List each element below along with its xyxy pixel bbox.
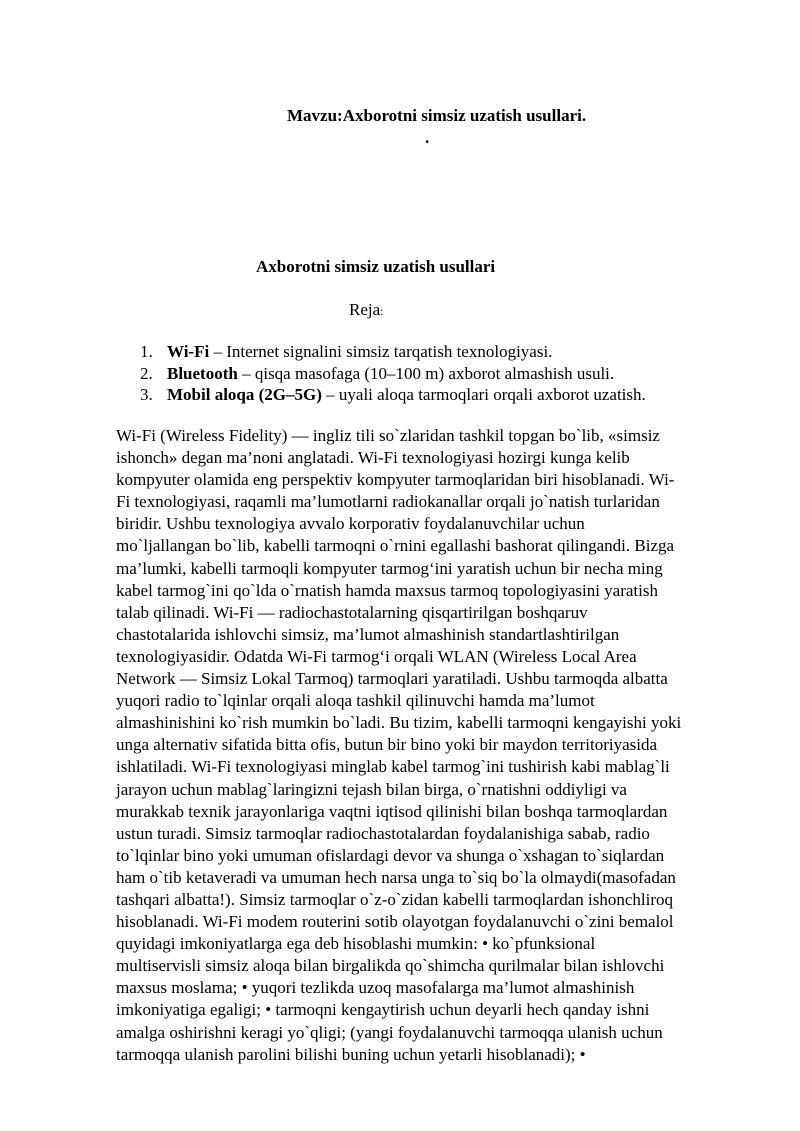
body-line: Network — Simsiz Lokal Tarmoq) tarmoqlari yaratiladi. Ushbu tarmoqda albatta <box>116 669 668 689</box>
body-line: mo`ljallangan bo`lib, kabelli tarmoqni o`rnini egallashi bashorat qilingandi. Bizga <box>116 536 675 556</box>
plan-item-number: 3. <box>140 385 153 404</box>
plan-item-number: 2. <box>140 363 153 383</box>
body-line: murakkab texnik jarayonlariga vaqtni iqtisod qilinishi bilan boshqa tarmoqlardan <box>116 801 668 821</box>
plan-label-text: Reja <box>349 300 381 319</box>
body-line: chastotalarida ishlovchi simsiz, ma’lumot almashinish standartlashtirilgan <box>116 624 620 644</box>
body-line: ishonch» degan ma’noni anglatadi. Wi-Fi texnologiyasi hozirgi kunga kelib <box>116 448 630 468</box>
plan-item-description: – qisqa masofaga (10–100 m) axborot almashish usuli. <box>237 363 615 383</box>
plan-item <box>140 341 646 363</box>
body-line: Wi-Fi (Wireless Fidelity) — ingliz tili so`zlaridan tashkil topgan bo`lib, «simsiz <box>116 426 660 445</box>
body-line: talab qilinadi. Wi-Fi — radiochastotalarning qisqartirilgan boshqaruv <box>116 602 588 622</box>
plan-item <box>140 363 646 385</box>
body-line: ishlatiladi. Wi-Fi texnologiyasi minglab kabel tarmog`ini tushirish kabi mablag`li <box>116 757 670 777</box>
body-line: multiservisli simsiz aloqa bilan birgalikda qo`shimcha qurilmalar bilan ishlovchi <box>116 956 665 976</box>
body-line: kabel tarmog`ini qo`lda o`rnatish hamda maxsus tarmoq topologiyasini yaratish <box>116 580 658 600</box>
body-line: unga alternativ sifatida bitta ofis, butun bir bino yoki bir maydon territoriyasida <box>116 735 658 755</box>
plan-item-description: – Internet signalini simsiz tarqatish texnologiyasi. <box>209 342 553 361</box>
topic-dot: . <box>425 128 430 147</box>
body-line: tashqari albatta!). Simsiz tarmoqlar o`z-o`zidan kabelli tarmoqlardan ishonchliroq <box>116 889 674 909</box>
body-line: to`lqinlar bino yoki umuman ofislardagi devor va shunga o`xshagan to`siqlardan <box>116 845 665 865</box>
body-line: Fi texnologiyasi, raqamli ma’lumotlarni radiokanallar orqali jo`natish turlaridan <box>116 492 660 512</box>
body-line: yuqori radio to`lqinlar orqali aloqa tashkil qilinuvchi hamda ma’lumot <box>116 691 595 711</box>
plan-label-colon: : <box>380 304 384 318</box>
body-line: amalga oshirishni keragi yo`qligi; (yangi foydalanuvchi tarmoqqa ulanish uchun <box>116 1022 663 1042</box>
plan-item-term: Mobil aloqa (2G–5G) <box>167 385 322 404</box>
body-line: almashinishini ko`rish mumkin bo`ladi. Bu tizim, kabelli tarmoqni kengayishi yoki <box>116 713 682 733</box>
body-line: maxsus moslama; • yuqori tezlikda uzoq masofalarga ma’lumot almashinish <box>116 978 635 998</box>
body-line: tarmoqqa ulanish parolini bilishi buning uchun yetarli hisoblanadi); • <box>116 1044 586 1064</box>
plan-label <box>349 300 384 320</box>
body-paragraph <box>116 425 746 1066</box>
plan-item-term: Wi-Fi <box>167 342 210 361</box>
body-line: jarayon uchun mablag`laringizni tejash bilan birga, o`rnatishni oddiyligi va <box>116 779 627 799</box>
body-line: ustun turadi. Simsiz tarmoqlar radiochastotalardan foydalanishiga sabab, radio <box>116 823 650 843</box>
plan-item-description: – uyali aloqa tarmoqlari orqali axborot uzatish. <box>321 385 646 404</box>
body-line: kompyuter olamida eng perspektiv kompyuter tarmoqlaridan biri hisoblanadi. Wi- <box>116 470 675 490</box>
body-line: ham o`tib ketaveradi va umuman hech narsa unga to`siq bo`la olmaydi(masofadan <box>116 867 676 887</box>
body-line: ma’lumki, kabelli tarmoqli kompyuter tarmog‘ini yaratish uchun bir necha ming <box>116 558 663 578</box>
plan-list <box>140 341 646 406</box>
plan-item-term: Bluetooth <box>167 363 238 383</box>
body-line: texnologiyasidir. Odatda Wi-Fi tarmog‘i orqali WLAN (Wireless Local Area <box>116 646 637 666</box>
body-line: biridir. Ushbu texnologiya avvalo korporativ foydalanuvchilar uchun <box>116 514 585 534</box>
plan-item <box>140 384 646 406</box>
plan-item-number: 1. <box>140 342 153 361</box>
topic-title: Mavzu:Axborotni simsiz uzatish usullari. <box>287 106 587 125</box>
document-heading: Axborotni simsiz uzatish usullari <box>256 257 496 276</box>
body-line: quyidagi imkoniyatlarga ega deb hisoblashi mumkin: • ko`pfunksional <box>116 934 596 954</box>
body-line: hisoblanadi. Wi-Fi modem routerini sotib olayotgan foydalanuvchi o`zini bemalol <box>116 912 674 932</box>
body-line: imkoniyatiga egaligi; • tarmoqni kengaytirish uchun deyarli hech qanday ishni <box>116 1000 650 1020</box>
